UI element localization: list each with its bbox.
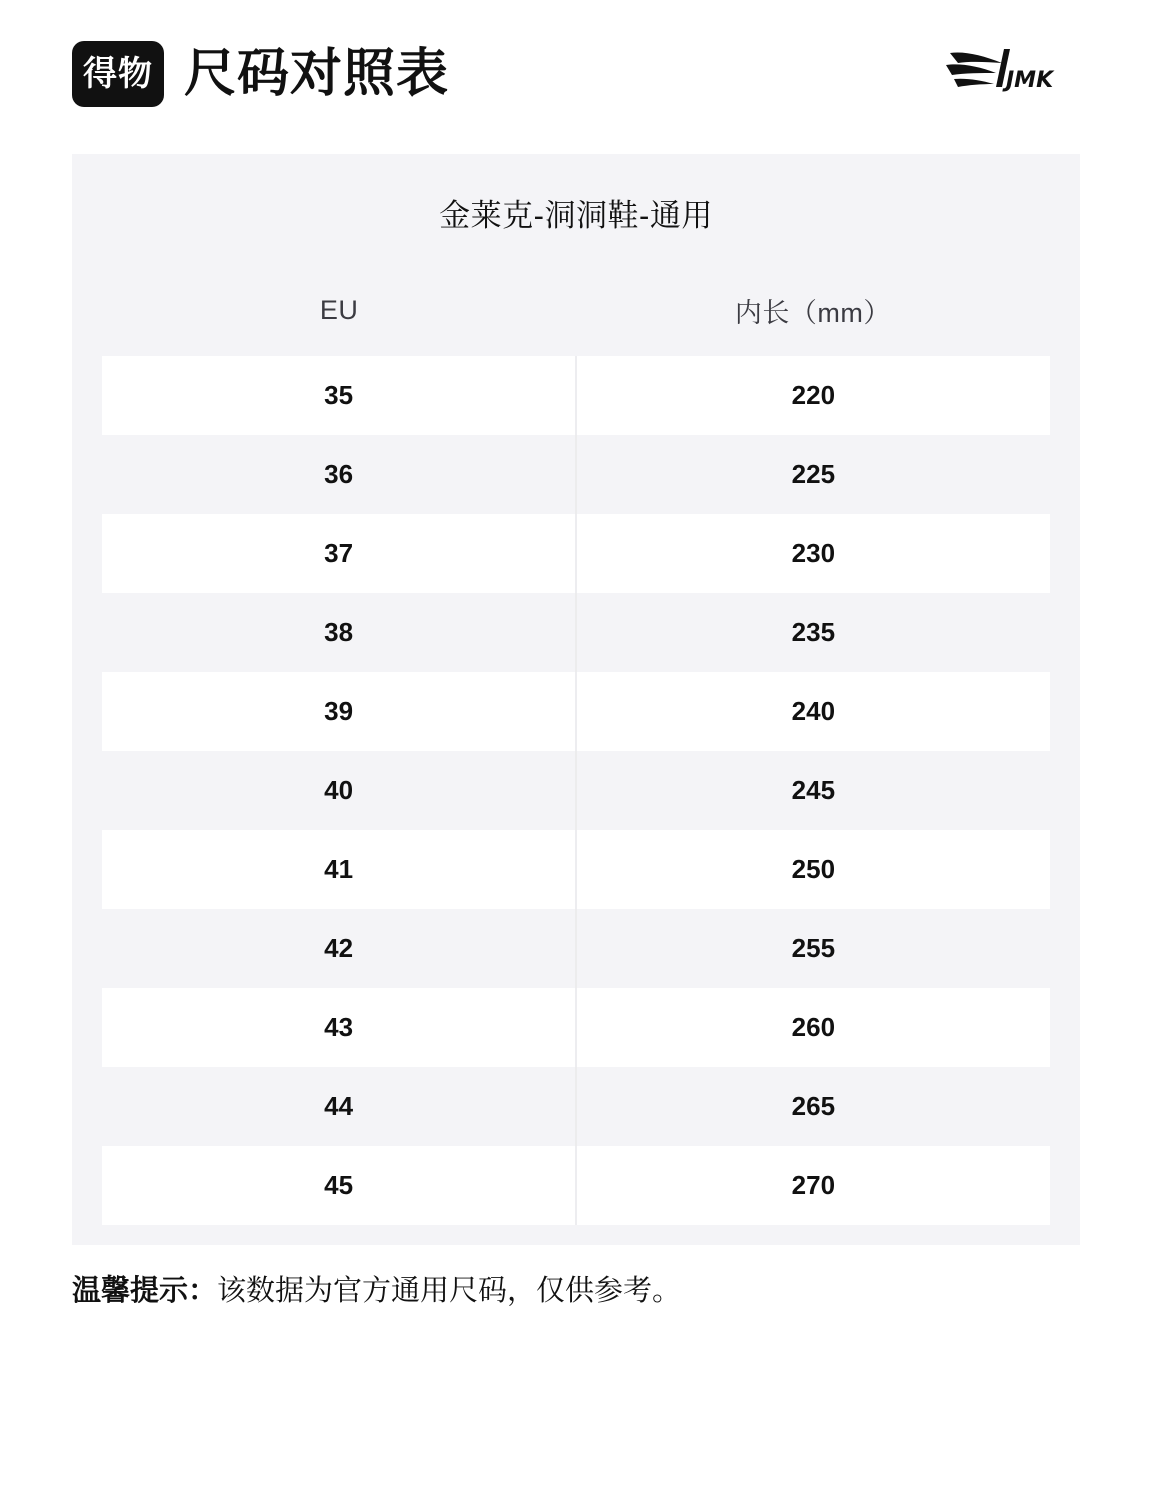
cell-inner-length: 235 <box>576 593 1050 672</box>
cell-eu: 39 <box>102 672 576 751</box>
cell-eu: 40 <box>102 751 576 830</box>
page-title: 尺码对照表 <box>184 45 450 103</box>
spacer-cell <box>1050 1067 1080 1146</box>
spacer-cell <box>72 830 102 909</box>
spacer-cell <box>1050 356 1080 435</box>
spacer-cell <box>72 269 102 356</box>
table-row <box>72 593 1080 672</box>
cell-inner-length: 270 <box>576 1146 1050 1225</box>
cell-inner-length: 230 <box>576 514 1050 593</box>
spacer-cell <box>1050 1146 1080 1225</box>
cell-inner-length: 250 <box>576 830 1050 909</box>
cell-eu: 43 <box>102 988 576 1067</box>
spacer-cell <box>1050 435 1080 514</box>
dewu-logo-text: 得物 <box>83 54 153 94</box>
cell-inner-length: 265 <box>576 1067 1050 1146</box>
cell-inner-length: 220 <box>576 356 1050 435</box>
spacer-cell <box>72 672 102 751</box>
dewu-logo-icon <box>72 41 164 107</box>
table-row <box>72 1067 1080 1146</box>
footer-note-label: 温馨提示： <box>72 1275 218 1307</box>
spacer-cell <box>1050 909 1080 988</box>
jmk-brand-logo-icon <box>940 42 1070 106</box>
spacer-cell <box>72 514 102 593</box>
cell-inner-length: 245 <box>576 751 1050 830</box>
spacer-cell <box>72 356 102 435</box>
cell-eu: 35 <box>102 356 576 435</box>
spacer-cell <box>1050 830 1080 909</box>
table-row <box>72 672 1080 751</box>
footer-note <box>72 1271 1080 1312</box>
size-table-body <box>72 356 1080 1225</box>
spacer-cell <box>1050 593 1080 672</box>
page-header <box>0 0 1152 120</box>
spacer-cell <box>72 593 102 672</box>
column-header-eu: EU <box>102 269 576 356</box>
table-header-row <box>72 269 1080 356</box>
column-header-innerlength: 内长（mm） <box>576 269 1050 356</box>
spacer-cell <box>1050 514 1080 593</box>
cell-eu: 44 <box>102 1067 576 1146</box>
cell-inner-length: 255 <box>576 909 1050 988</box>
cell-inner-length: 240 <box>576 672 1050 751</box>
table-row <box>72 514 1080 593</box>
cell-eu: 42 <box>102 909 576 988</box>
spacer-cell <box>72 435 102 514</box>
footer-note-text: 该数据为官方通用尺码，仅供参考。 <box>217 1275 682 1307</box>
table-row <box>72 435 1080 514</box>
table-row <box>72 1146 1080 1225</box>
cell-eu: 45 <box>102 1146 576 1225</box>
spacer-cell <box>72 1067 102 1146</box>
table-row <box>72 988 1080 1067</box>
cell-eu: 41 <box>102 830 576 909</box>
spacer-cell <box>72 751 102 830</box>
size-table-head <box>72 269 1080 356</box>
table-row <box>72 830 1080 909</box>
cell-eu: 36 <box>102 435 576 514</box>
cell-eu: 37 <box>102 514 576 593</box>
table-row <box>72 909 1080 988</box>
svg-text:JMK: JMK <box>1006 68 1054 93</box>
table-row <box>72 356 1080 435</box>
spacer-cell <box>72 988 102 1067</box>
spacer-cell <box>1050 988 1080 1067</box>
spacer-cell <box>1050 672 1080 751</box>
cell-inner-length: 260 <box>576 988 1050 1067</box>
spacer-cell <box>72 1146 102 1225</box>
spacer-cell <box>72 909 102 988</box>
spacer-cell <box>1050 751 1080 830</box>
cell-inner-length: 225 <box>576 435 1050 514</box>
size-table <box>72 269 1080 1225</box>
cell-eu: 38 <box>102 593 576 672</box>
table-row <box>72 751 1080 830</box>
spacer-cell <box>1050 269 1080 356</box>
size-table-title: 金莱克-洞洞鞋-通用 <box>439 198 713 233</box>
size-table-card <box>72 154 1080 1245</box>
